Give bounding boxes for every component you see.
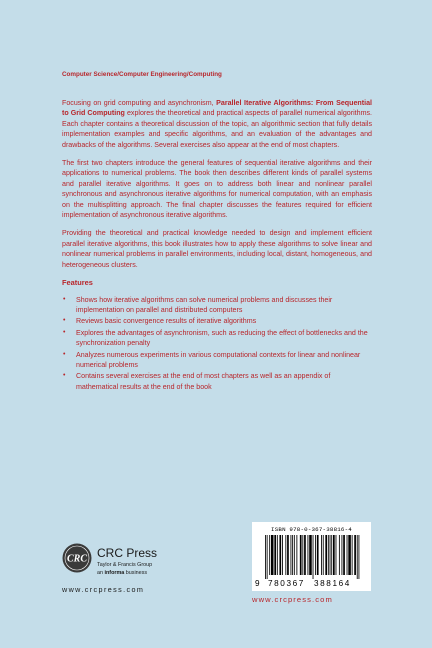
features-list <box>62 295 372 393</box>
feature-item: • Analyzes numerous experiments in various computational contexts for linear and nonlinear numerical problems <box>63 350 361 369</box>
barcode-bar <box>342 535 343 575</box>
barcode-bar <box>359 535 360 579</box>
bullet-icon: • <box>63 328 66 336</box>
subject-category: Computer Science/Computer Engineering/Computing <box>62 71 222 78</box>
barcode-bar <box>343 535 345 575</box>
bullet-icon: • <box>63 295 66 303</box>
barcode-bar <box>274 535 276 575</box>
barcode-digits-right: 388164 <box>314 579 351 588</box>
barcode-bar <box>271 535 274 575</box>
barcode-bar <box>291 535 292 575</box>
barcode-bar <box>331 535 332 575</box>
barcode-bar <box>333 535 335 575</box>
barcode-bar <box>357 535 358 579</box>
barcode-bar <box>339 535 340 575</box>
book-title: Parallel Iterative Algorithms: From Sequential to Grid Computing <box>62 99 373 118</box>
paragraph-summary: Providing the theoretical and practical knowledge needed to design and implement efficient parallel iterative algorithms, this book illustrates how to apply these algorithms to solve linear and nonlinear numerical problems in parallel environments, including local, distant, homogeneous, and heterogeneous clusters. <box>62 229 372 269</box>
paragraph-chapters: The first two chapters introduce the general features of sequential iterative algorithms and their applications to numerical problems. The book then describes different kinds of parallel systems and parallel iterative algorithms. It goes on to address both linear and nonlinear parallel synchronous and asynchronous iterative algorithms for numerical computation, with an emphasis on the multisplitting approach. The final chapter discusses the features required for efficient implementation of asynchronous iterative algorithms. <box>62 159 372 220</box>
barcode-bar <box>304 535 306 575</box>
barcode-bar <box>292 535 293 575</box>
feature-item: • Shows how iterative algorithms can solve numerical problems and discusses their implementation on parallel and distributed computers <box>63 295 333 314</box>
feature-item: • Contains several exercises at the end of most chapters as well as an appendix of mathematical results at the end of the book <box>63 372 331 391</box>
barcode-bar <box>330 535 331 575</box>
feature-item: • Explores the advantages of asynchronism, such as reducing the effect of bottlenecks and the synchronization penalty <box>63 328 368 348</box>
barcode-bar <box>309 535 312 575</box>
publisher-group: Taylor & Francis Group <box>97 562 153 568</box>
barcode-bar <box>348 535 351 575</box>
barcode-bar <box>321 535 322 575</box>
publisher-name: CRC Press <box>97 546 158 560</box>
barcode-bar <box>296 535 297 575</box>
barcode-bar <box>282 535 283 575</box>
barcode-bar <box>279 535 281 575</box>
barcode-bar <box>269 535 270 575</box>
barcode-bar <box>302 535 303 575</box>
logo-text: CRC <box>66 553 88 565</box>
barcode-bar <box>267 535 268 579</box>
barcode-bar <box>352 535 353 575</box>
barcode-panel <box>252 522 371 591</box>
barcode-bar <box>323 535 324 575</box>
barcode-bar <box>313 535 314 579</box>
bullet-icon: • <box>63 317 66 325</box>
barcode-image <box>264 535 360 579</box>
publisher-url-right[interactable]: www.crcpress.com <box>252 595 333 604</box>
feature-item: • Reviews basic convergence results of iterative algorithms <box>63 317 257 326</box>
barcode-bar <box>325 535 327 575</box>
barcode-bar <box>347 535 348 575</box>
barcode-digits-left: 780367 <box>268 579 305 588</box>
barcode-bar <box>308 535 309 575</box>
features-heading: Features <box>62 278 93 288</box>
barcode-bar <box>317 535 319 575</box>
barcode-bar <box>300 535 302 575</box>
barcode-bar <box>285 535 286 575</box>
barcode-bar <box>265 535 266 579</box>
barcode-bar <box>354 535 356 575</box>
barcode-bar <box>336 535 337 575</box>
publisher-business: an informa business <box>97 570 148 576</box>
barcode-bar <box>277 535 278 575</box>
isbn-text: ISBN 978-0-367-38816-4 <box>271 526 352 533</box>
paragraph-intro: Focusing on grid computing and asynchronism, Parallel Iterative Algorithms: From Sequential to Grid Computing explores the theoretical and practical aspects of parallel numerical algorithms. Each chapter contains a theoretical discussion of the topic, an algorithmic section that fully details implementation examples and specific algorithms, and an evaluation of the advantages and drawbacks of the algorithms. Several exercises also appear at the end of most chapters. <box>62 99 373 149</box>
barcode-bar <box>294 535 295 575</box>
bullet-icon: • <box>63 372 66 380</box>
crc-press-logo-icon <box>62 543 92 573</box>
barcode-bar <box>315 535 316 575</box>
barcode-bar <box>287 535 289 575</box>
description <box>62 98 372 393</box>
publisher-url[interactable]: www.crcpress.com <box>62 585 145 594</box>
barcode-bar <box>328 535 329 575</box>
barcode-digit-first: 9 <box>255 579 260 588</box>
bullet-icon: • <box>63 350 66 358</box>
